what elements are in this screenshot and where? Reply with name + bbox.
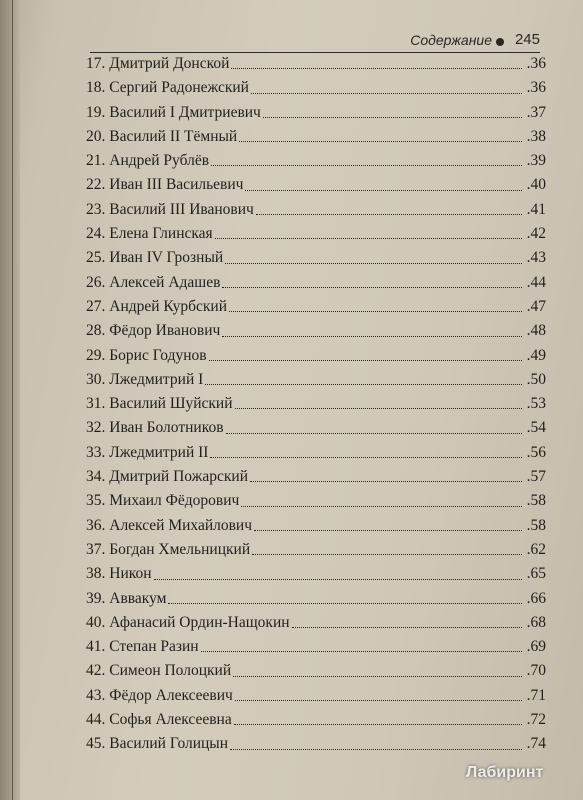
dot-leader: [256, 213, 522, 215]
toc-entry: [86, 246, 546, 270]
toc-entry-title: 21. Андрей Рублёв: [86, 152, 210, 170]
toc-entry: [86, 198, 546, 222]
toc-entry: [86, 659, 546, 683]
toc-entry: [86, 392, 546, 416]
toc-entry: [86, 708, 546, 732]
toc-entry-title: 33. Лжедмитрий II: [86, 443, 209, 461]
dot-leader: [233, 675, 522, 677]
dot-leader: [209, 359, 522, 361]
toc-entry: [86, 538, 546, 562]
toc-entry-page: .36: [526, 55, 546, 72]
toc-entry-page: .38: [526, 127, 546, 145]
toc-entry-page: .72: [526, 711, 546, 729]
toc-entry-title: 18. Сергий Радонежский: [86, 79, 249, 97]
dot-leader: [229, 310, 522, 312]
toc-entry-page: .58: [526, 492, 546, 510]
bullet-icon: [496, 38, 504, 46]
dot-leader: [210, 456, 522, 458]
dot-leader: [222, 286, 522, 288]
toc-entry: [86, 635, 546, 659]
dot-leader: [201, 650, 522, 652]
toc-entry-title: 17. Дмитрий Донской: [86, 55, 230, 72]
toc-entry-page: .62: [526, 540, 546, 558]
toc-entry-page: .48: [526, 322, 546, 340]
toc-entry-page: .36: [526, 79, 546, 97]
toc-entry: [86, 149, 546, 173]
toc-entry-page: .54: [526, 419, 546, 437]
toc-entry-title: 45. Василий Голицын: [86, 735, 229, 753]
toc-entry-page: .50: [526, 370, 546, 388]
toc-entry-page: .53: [526, 395, 546, 413]
toc-entry: [86, 562, 546, 586]
toc-entry-title: 39. Аввакум: [86, 589, 167, 607]
toc-entry-title: 43. Фёдор Алексеевич: [86, 686, 233, 704]
dot-leader: [215, 237, 522, 239]
toc-entry-page: .39: [526, 152, 546, 170]
toc-entry: [86, 684, 546, 708]
gutter-divider: [12, 0, 13, 800]
dot-leader: [211, 164, 522, 166]
dot-leader: [252, 553, 522, 555]
toc-entry: [86, 173, 546, 197]
toc-entry-title: 40. Афанасий Ордин-Нащокин: [86, 613, 290, 631]
toc-entry-title: 42. Симеон Полоцкий: [86, 662, 232, 680]
toc-entry-title: 31. Василий Шуйский: [86, 395, 233, 413]
dot-leader: [154, 578, 522, 580]
toc-entry-title: 38. Никон: [86, 565, 152, 583]
running-header: [90, 28, 540, 53]
dot-leader: [168, 602, 522, 604]
toc-entry-title: 36. Алексей Михайлович: [86, 516, 253, 534]
toc-entry: [86, 125, 546, 149]
toc-entry-title: 19. Василий I Дмитриевич: [86, 103, 261, 121]
watermark-logo: Лабиринт: [466, 764, 544, 781]
dot-leader: [263, 116, 522, 118]
toc-entry: [86, 319, 546, 343]
section-title: Содержание: [410, 32, 492, 48]
toc-entry-page: .70: [526, 662, 546, 680]
toc-entry-title: 28. Фёдор Иванович: [86, 322, 221, 340]
toc-entry-page: .42: [526, 225, 546, 243]
toc-entry-page: .40: [526, 176, 546, 194]
dot-leader: [230, 748, 522, 750]
toc-entry-title: 22. Иван III Васильевич: [86, 176, 244, 194]
toc-entry-title: 29. Борис Годунов: [86, 346, 207, 364]
toc-entry: [86, 295, 546, 319]
toc-entry-page: .65: [526, 565, 546, 583]
toc-entry: [86, 368, 546, 392]
toc-entry-page: .66: [526, 589, 546, 607]
dot-leader: [225, 262, 522, 264]
page-gutter: [0, 0, 20, 800]
dot-leader: [235, 407, 522, 409]
toc-entry-title: 25. Иван IV Грозный: [86, 249, 224, 267]
toc-entry: [86, 732, 546, 756]
toc-entry: [86, 514, 546, 538]
toc-entry: [86, 222, 546, 246]
page-number: 245: [514, 31, 540, 48]
toc-entry-title: 20. Василий II Тёмный: [86, 127, 238, 145]
toc-entry: [86, 52, 546, 76]
toc-entry-title: 23. Василий III Иванович: [86, 200, 254, 218]
toc-entry-title: 24. Елена Глинская: [86, 225, 213, 243]
toc-entry-title: 34. Дмитрий Пожарский: [86, 468, 249, 486]
toc-entry-page: .47: [526, 297, 546, 315]
dot-leader: [205, 383, 522, 385]
toc-entry-page: .68: [526, 613, 546, 631]
toc-entry: [86, 587, 546, 611]
toc-entry-title: 26. Алексей Адашев: [86, 273, 221, 291]
dot-leader: [245, 189, 522, 191]
toc-entry: [86, 489, 546, 513]
toc-entry: [86, 344, 546, 368]
toc-entry: [86, 465, 546, 489]
dot-leader: [222, 335, 522, 337]
toc-entry-page: .44: [526, 273, 546, 291]
dot-leader: [239, 140, 522, 142]
toc-entry: [86, 441, 546, 465]
toc-entry-page: .69: [526, 638, 546, 656]
toc-entry-page: .71: [526, 686, 546, 704]
toc-entry: [86, 416, 546, 440]
dot-leader: [241, 505, 522, 507]
toc-entry-title: 27. Андрей Курбский: [86, 297, 227, 315]
toc-entry-page: .43: [526, 249, 546, 267]
toc-entry-title: 44. Софья Алексеевна: [86, 711, 232, 729]
toc-entry-page: .37: [526, 103, 546, 121]
toc-entry-page: .74: [526, 735, 546, 753]
dot-leader: [251, 92, 522, 94]
toc-entry-page: .57: [526, 468, 546, 486]
toc-entry-page: .56: [526, 443, 546, 461]
toc-entry-page: .41: [526, 200, 546, 218]
toc-entry-title: 35. Михаил Фёдорович: [86, 492, 240, 510]
dot-leader: [292, 626, 522, 628]
dot-leader: [250, 480, 522, 482]
dot-leader: [234, 723, 522, 725]
dot-leader: [254, 529, 522, 531]
dot-leader: [235, 699, 522, 701]
toc-entry-page: .58: [526, 516, 546, 534]
toc-entry: [86, 271, 546, 295]
toc-entry-title: 41. Степан Разин: [86, 638, 199, 656]
table-of-contents: [86, 52, 546, 757]
dot-leader: [231, 67, 522, 69]
toc-entry: [86, 101, 546, 125]
toc-entry-title: 32. Иван Болотников: [86, 419, 224, 437]
toc-entry-title: 30. Лжедмитрий I: [86, 370, 204, 388]
dot-leader: [226, 432, 522, 434]
toc-entry-page: .49: [526, 346, 546, 364]
toc-entry-title: 37. Богдан Хмельницкий: [86, 540, 251, 558]
toc-entry: [86, 611, 546, 635]
toc-entry: [86, 76, 546, 100]
